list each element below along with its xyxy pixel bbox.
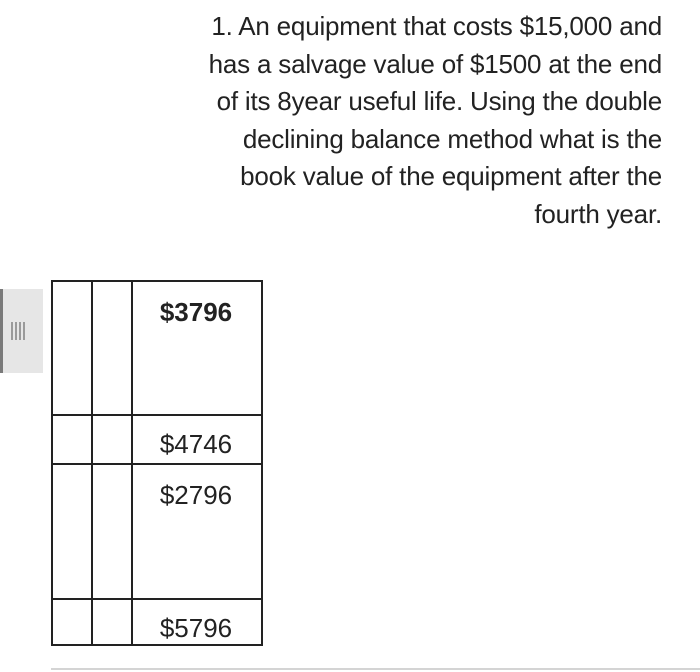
answer-option-3[interactable]: $2796	[159, 480, 233, 510]
question-line: fourth year.	[534, 198, 662, 229]
answer-options-table	[51, 280, 263, 646]
answer-option-4[interactable]: $5796	[159, 613, 233, 643]
grip-lines-icon	[11, 322, 25, 340]
question-text	[100, 8, 662, 234]
question-line: of its 8year useful life. Using the double	[216, 86, 662, 117]
bottom-divider	[51, 668, 700, 670]
answer-option-2[interactable]: $4746	[159, 429, 233, 459]
side-drag-handle[interactable]	[0, 289, 43, 373]
row-divider	[53, 598, 261, 600]
question-line: 1. An equipment that costs $15,000 and	[211, 11, 662, 41]
question-line: declining balance method what is the	[242, 123, 662, 154]
answer-option-1[interactable]: $3796	[159, 297, 233, 327]
question-line: has a salvage value of $1500 at the end	[208, 48, 662, 79]
question-line: book value of the equipment after the	[240, 161, 662, 192]
row-divider	[53, 463, 261, 465]
row-divider	[53, 414, 261, 416]
